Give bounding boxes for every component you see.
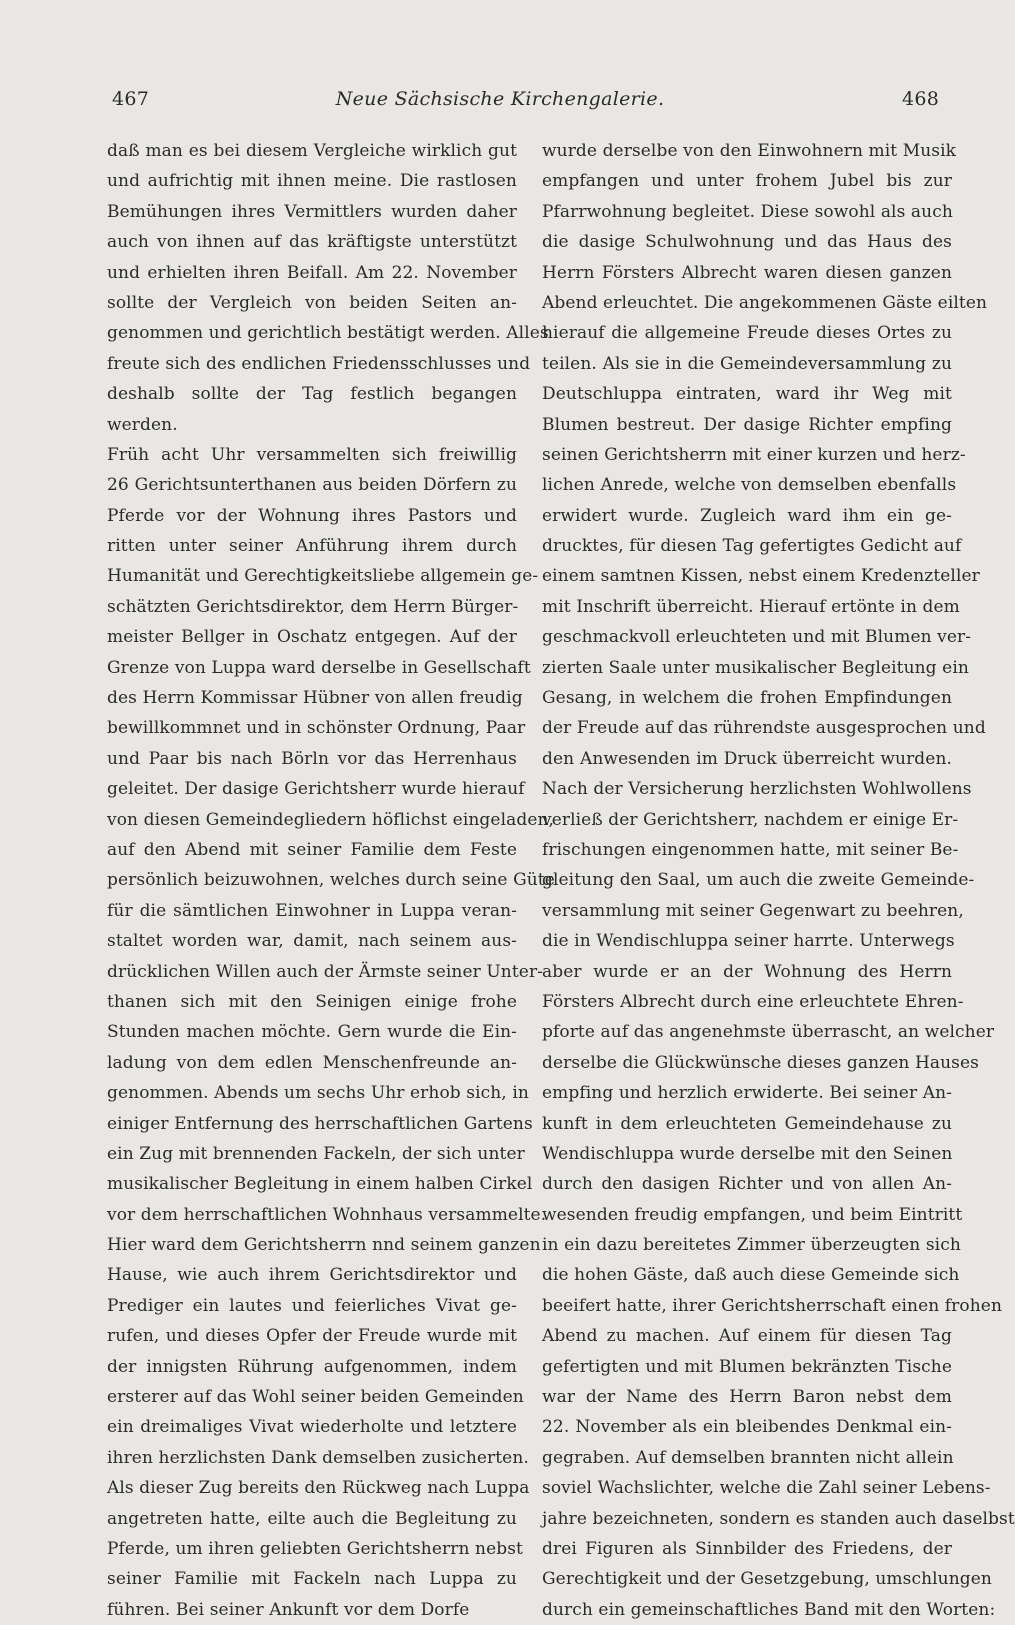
text-line: Prediger ein lautes und feierliches Vivat ge- [107, 1295, 517, 1316]
text-line: und Paar bis nach Börln vor das Herrenhaus [107, 748, 517, 769]
text-line: Deutschluppa eintraten, ward ihr Weg mit [542, 384, 952, 405]
text-line: der innigsten Rührung aufgenommen, indem [107, 1356, 517, 1377]
left-text-column [107, 136, 555, 1625]
text-line: angetreten hatte, eilte auch die Begleitung zu [107, 1508, 517, 1529]
text-line: sollte der Vergleich von beiden Seiten an- [107, 292, 517, 313]
text-line: seiner Familie mit Fackeln nach Luppa zu [107, 1569, 517, 1590]
text-line: und erhielten ihren Beifall. Am 22. November [107, 262, 517, 283]
text-line: Gerechtigkeit und der Gesetzgebung, umschlungen [542, 1569, 992, 1590]
text-line: ritten unter seiner Anführung ihrem durch [107, 536, 517, 557]
text-line: thanen sich mit den Seinigen einige frohe [107, 991, 517, 1012]
text-line: Humanität und Gerechtigkeitsliebe allgemein ge- [107, 566, 539, 587]
text-line: hierauf die allgemeine Freude dieses Ortes zu [542, 323, 952, 344]
text-line: deshalb sollte der Tag festlich begangen [107, 384, 517, 405]
text-line: führen. Bei seiner Ankunft vor dem Dorfe [107, 1599, 470, 1620]
text-line: lichen Anrede, welche von demselben ebenfalls [542, 475, 957, 496]
text-line: musikalischer Begleitung in einem halben Cirkel [107, 1174, 533, 1195]
left-page-number: 467 [112, 88, 150, 110]
text-line: verließ der Gerichtsherr, nachdem er einige Er- [542, 809, 959, 830]
text-line: ein dreimaliges Vivat wiederholte und letztere [107, 1417, 517, 1438]
text-line: kunft in dem erleuchteten Gemeindehause zu [542, 1113, 952, 1134]
text-line: ersterer auf das Wohl seiner beiden Gemeinden [107, 1387, 524, 1408]
text-line: zierten Saale unter musikalischer Begleitung ein [542, 657, 969, 678]
text-line: mit Inschrift überreicht. Hierauf ertönte in dem [542, 596, 960, 617]
text-line: erwidert wurde. Zugleich ward ihm ein ge- [542, 505, 952, 526]
text-line: meister Bellger in Oschatz entgegen. Auf der [107, 627, 517, 648]
text-line: durch ein gemeinschaftliches Band mit den Worten: [542, 1599, 996, 1620]
text-line: Wendischluppa wurde derselbe mit den Seinen [542, 1143, 953, 1164]
text-line: versammlung mit seiner Gegenwart zu beehren, [542, 900, 964, 921]
text-line: für die sämtlichen Einwohner in Luppa veran- [107, 900, 517, 921]
text-line: gefertigten und mit Blumen bekränzten Tische [542, 1356, 952, 1377]
text-line: Als dieser Zug bereits den Rückweg nach Luppa [107, 1478, 530, 1499]
text-line: gegraben. Auf demselben brannten nicht allein [542, 1447, 954, 1468]
text-line: empfing und herzlich erwiderte. Bei seiner An- [542, 1083, 952, 1104]
text-line: von diesen Gemeindegliedern höflichst eingeladen, [107, 809, 555, 830]
text-line: gleitung den Saal, um auch die zweite Gemeinde- [542, 870, 975, 891]
text-line: beeifert hatte, ihrer Gerichtsherrschaft einen frohen [542, 1295, 1002, 1316]
text-line: Grenze von Luppa ward derselbe in Gesellschaft [107, 657, 531, 678]
text-line: genommen und gerichtlich bestätigt werden. Alles [107, 323, 549, 344]
text-line: der Freude auf das rührendste ausgesprochen und [542, 718, 986, 739]
text-line: derselbe die Glückwünsche dieses ganzen Hauses [542, 1052, 979, 1073]
text-line: genommen. Abends um sechs Uhr erhob sich, in [107, 1083, 529, 1104]
text-line: geschmackvoll erleuchteten und mit Blumen ver- [542, 627, 972, 648]
text-line: war der Name des Herrn Baron nebst dem [542, 1387, 952, 1408]
text-line: Abend erleuchtet. Die angekommenen Gäste eilten [542, 292, 988, 313]
text-line: einem samtnen Kissen, nebst einem Kredenzteller [542, 566, 980, 587]
text-line: frischungen eingenommen hatte, mit seiner Be- [542, 839, 959, 860]
text-line: ihren herzlichsten Dank demselben zusicherten. [107, 1447, 529, 1468]
text-line: 26 Gerichtsunterthanen aus beiden Dörfern zu [107, 475, 517, 496]
text-line: Früh acht Uhr versammelten sich freiwillig [107, 444, 517, 465]
running-title: Neue Sächsische Kirchengalerie. [335, 88, 665, 110]
text-line: Hause, wie auch ihrem Gerichtsdirektor und [107, 1265, 517, 1286]
text-line: empfangen und unter frohem Jubel bis zur [542, 171, 952, 192]
text-line: Blumen bestreut. Der dasige Richter empfing [542, 414, 952, 435]
text-line: des Herrn Kommissar Hübner von allen freudig [107, 688, 523, 709]
text-line: die dasige Schulwohnung und das Haus des [542, 232, 952, 253]
text-line: staltet worden war, damit, nach seinem aus- [107, 931, 517, 952]
text-line: in ein dazu bereitetes Zimmer überzeugten sich [542, 1235, 961, 1256]
text-line: drücklichen Willen auch der Ärmste seiner Unter- [107, 961, 544, 982]
right-page-number: 468 [902, 88, 940, 110]
text-line: werden. [107, 414, 178, 435]
text-line: rufen, und dieses Opfer der Freude wurde mit [107, 1326, 517, 1347]
text-line: freute sich des endlichen Friedensschlusses und [107, 353, 531, 374]
text-line: die hohen Gäste, daß auch diese Gemeinde sich [542, 1265, 960, 1286]
text-line: 22. November als ein bleibendes Denkmal ein- [542, 1417, 952, 1438]
text-line: teilen. Als sie in die Gemeindeversammlung zu [542, 353, 952, 374]
text-line: pforte auf das angenehmste überrascht, an welcher [542, 1022, 995, 1043]
text-line: ladung von dem edlen Menschenfreunde an- [107, 1052, 517, 1073]
text-line: und aufrichtig mit ihnen meine. Die rastlosen [107, 171, 517, 192]
text-line: einiger Entfernung des herrschaftlichen Gartens [107, 1113, 533, 1134]
text-line: Pferde, um ihren geliebten Gerichtsherrn nebst [107, 1538, 523, 1559]
text-line: Abend zu machen. Auf einem für diesen Tag [542, 1326, 952, 1347]
text-line: bewillkommnet und in schönster Ordnung, Paar [107, 718, 526, 739]
text-line: wesenden freudig empfangen, und beim Eintritt [542, 1204, 963, 1225]
text-line: Gesang, in welchem die frohen Empfindungen [542, 688, 952, 709]
text-line: Hier ward dem Gerichtsherrn nnd seinem ganzen [107, 1235, 541, 1256]
text-line: drucktes, für diesen Tag gefertigtes Gedicht auf [542, 536, 962, 557]
text-line: jahre bezeichneten, sondern es standen auch daselbst [542, 1508, 1015, 1529]
text-line: Pfarrwohnung begleitet. Diese sowohl als auch [542, 201, 953, 222]
text-line: vor dem herrschaftlichen Wohnhaus versammelte. [107, 1204, 547, 1225]
text-line: daß man es bei diesem Vergleiche wirklich gut [107, 141, 517, 161]
text-line: Bemühungen ihres Vermittlers wurden daher [107, 201, 517, 222]
text-line: Herrn Försters Albrecht waren diesen ganzen [542, 262, 952, 283]
text-line: auf den Abend mit seiner Familie dem Feste [107, 839, 517, 860]
text-line: persönlich beizuwohnen, welches durch seine Güte [107, 870, 555, 891]
text-line: schätzten Gerichtsdirektor, dem Herrn Bürger- [107, 596, 519, 617]
text-line: Försters Albrecht durch eine erleuchtete Ehren- [542, 991, 964, 1012]
text-line: die in Wendischluppa seiner harrte. Unterwegs [542, 931, 955, 952]
text-line: soviel Wachslichter, welche die Zahl seiner Lebens- [542, 1478, 991, 1499]
text-line: auch von ihnen auf das kräftigste unterstützt [107, 232, 517, 253]
text-line: Pferde vor der Wohnung ihres Pastors und [107, 505, 517, 526]
text-line: durch den dasigen Richter und von allen An- [542, 1174, 952, 1195]
text-line: geleitet. Der dasige Gerichtsherr wurde hierauf [107, 779, 525, 800]
text-line: den Anwesenden im Druck überreicht wurden. [542, 748, 952, 769]
text-line: Nach der Versicherung herzlichsten Wohlwollens [542, 779, 972, 800]
text-line: drei Figuren als Sinnbilder des Friedens, der [542, 1538, 952, 1559]
text-line: wurde derselbe von den Einwohnern mit Musik [542, 141, 957, 161]
text-line: aber wurde er an der Wohnung des Herrn [542, 961, 952, 982]
text-line: seinen Gerichtsherrn mit einer kurzen und herz- [542, 444, 966, 465]
text-line: ein Zug mit brennenden Fackeln, der sich unter [107, 1143, 525, 1164]
text-line: Stunden machen möchte. Gern wurde die Ein- [107, 1022, 517, 1043]
right-text-column [542, 136, 1015, 1625]
